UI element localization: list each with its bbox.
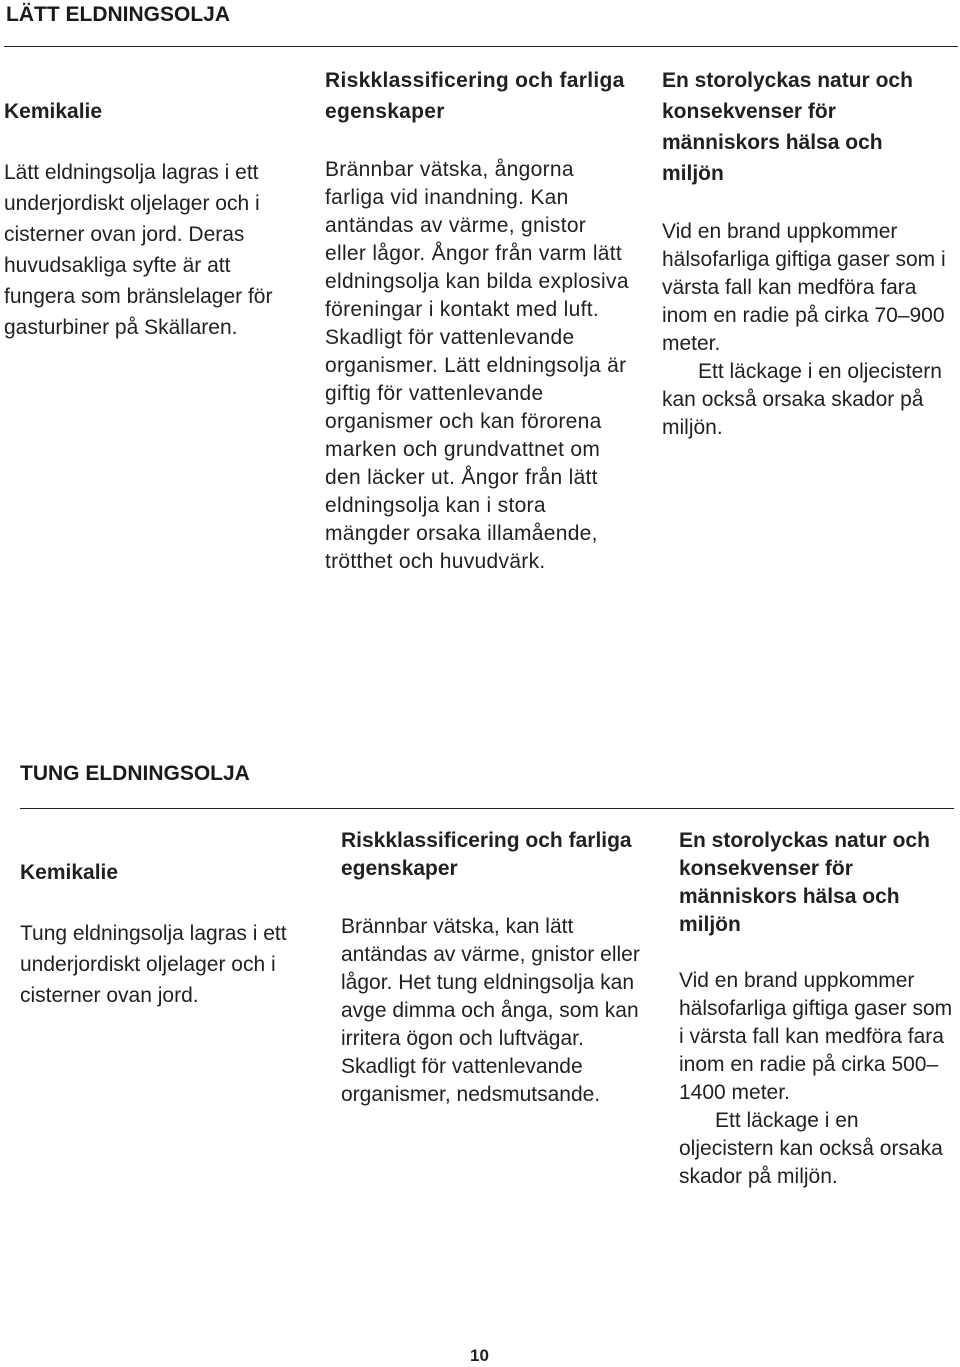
lett-consequences-heading: En storolyckas natur och konsekvenser för människors hälsa och miljön [662,69,913,185]
tung-chemical-heading: Kemikalie [20,861,119,884]
tung-consequences-heading: En storolyckas natur och konsekvenser för människors hälsa och miljön [679,829,930,936]
lett-column-chemical [4,96,302,343]
section-divider-lett [4,46,958,47]
lett-chemical-text: Lätt eldningsolja lagras i ett underjordiskt oljelager och i cisterner ovan jord. Deras huvudsakliga syfte är att fungera som bränslelager för gasturbiner på Skällaren. [4,161,273,339]
lett-chemical-heading: Kemikalie [4,100,103,123]
page-number: 10 [470,1346,489,1365]
section-title-tung: TUNG ELDNINGSOLJA [20,762,250,785]
tung-risk-text: Brännbar vätska, kan lätt antändas av värme, gnistor eller lågor. Het tung eldningsolja kan avge dimma och ånga, som kan irritera ögon och luftvägar. Skadligt för vattenlevande organismer, nedsmutsande. [341,915,640,1106]
lett-consequences-text-2: Ett läckage i en oljecistern kan också orsaka skador på miljön. [662,360,942,439]
tung-consequences-text: Vid en brand uppkommer hälsofarliga giftiga gaser som i värsta fall kan medföra fara inom en radie på cirka 500–1400 meter. [679,969,953,1104]
tung-consequences-text-2: Ett läckage i en oljecistern kan också orsaka skador på miljön. [679,1109,943,1188]
lett-risk-heading: Riskklassificering och farliga egenskaper [325,69,625,123]
section-divider-tung [20,808,954,809]
section-title-lett: LÄTT ELDNINGSOLJA [6,3,230,26]
tung-column-consequences [679,827,955,1191]
lett-column-consequences [662,65,946,442]
lett-column-risk [325,65,630,576]
tung-column-risk [341,827,641,1109]
tung-column-chemical [20,857,316,1011]
lett-consequences-text: Vid en brand uppkommer hälsofarliga giftiga gaser som i värsta fall kan medföra fara inom en radie på cirka 70–900 meter. [662,220,946,355]
tung-risk-heading: Riskklassificering och farliga egenskaper [341,829,632,880]
tung-chemical-text: Tung eldningsolja lagras i ett underjordiskt oljelager och i cisterner ovan jord. [20,922,287,1007]
lett-risk-text: Brännbar vätska, ångorna farliga vid inandning. Kan antändas av värme, gnistor eller lågor. Ångor från varm lätt eldningsolja kan bilda explosiva föreningar i kontakt med luft. Skadligt för vattenlevande organismer. Lätt eldningsolja är giftig för vattenlevande organismer och kan förorena marken och grundvattnet om den läcker ut. Ångor från lätt eldningsolja kan i stora mängder orsaka illamående, trötthet och huvudvärk. [325,158,629,573]
